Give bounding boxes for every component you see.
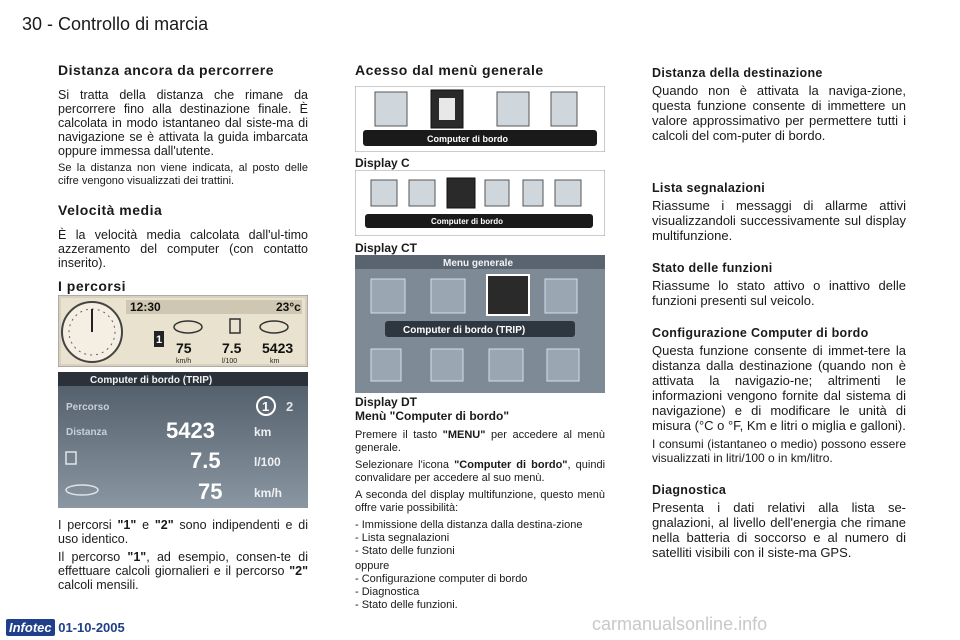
display-dashboard-image <box>58 295 308 367</box>
list-item: - Configurazione computer di bordo <box>355 573 528 585</box>
display-trip-mark: 1 <box>156 334 163 346</box>
display-dt-image <box>355 255 605 393</box>
text-computer-config: Questa funzione consente di immet-tere la distanza dalla destinazione (quando non è attivata la navigazio-ne; altrimenti le informazioni vengono fornite dal sistema di navigazione) e di modificare le unità di misura (°C o °F, Km e litri o miglia e galloni). <box>652 343 906 433</box>
footer-date: 01-10-2005 <box>58 620 125 635</box>
access-instruction-3: A seconda del display multifunzione, questo menù offre varie possibilità: <box>355 489 605 514</box>
trip-computer-icon-ct <box>447 178 475 208</box>
trip-display-title: Computer di bordo (TRIP) <box>90 375 213 386</box>
footer <box>6 619 125 636</box>
list-oppure: oppure <box>355 560 390 572</box>
navigation-icon-dt <box>371 279 405 313</box>
list-icon-dt <box>545 279 577 313</box>
navigation-icon <box>371 180 397 206</box>
display-time: 12:30 <box>130 300 161 314</box>
trip-row-label-percorso: Percorso <box>66 402 110 413</box>
phone-icon-ct <box>523 180 543 206</box>
dt-menu-title: Menu generale <box>443 258 514 269</box>
settings-icon-ct <box>555 180 581 206</box>
trip-consumption-value: 7.5 <box>190 448 221 473</box>
list-item: - Stato delle funzioni. <box>355 599 458 611</box>
trip-distance-value: 5423 <box>166 418 215 443</box>
display-temperature: 23°c <box>276 300 301 314</box>
phone-icon-dt <box>371 349 401 381</box>
display-ct-image <box>355 170 605 236</box>
phone-icon <box>551 92 577 126</box>
title-alert-list: Lista segnalazioni <box>652 181 766 195</box>
trip-option-2: 2 <box>286 399 294 414</box>
trip-computer-icon-dt <box>487 275 529 315</box>
list-item: - Diagnostica <box>355 586 420 598</box>
access-instruction-1: Premere il tasto "MENU" per accedere al menù generale. <box>355 429 605 454</box>
remaining-distance-text: Si tratta della distanza che rimane da percorrere fino alla destinazione finale. È calcolata in modo istantaneo dal siste-ma di navigazione se è attivata la guida imbarcata oppure immessa dall'utente. <box>58 88 308 158</box>
title-function-status: Stato delle funzioni <box>652 261 773 275</box>
section-title-remaining-distance: Distanza ancora da percorrere <box>58 62 275 78</box>
column-left <box>58 62 308 304</box>
access-instruction-2: Selezionare l'icona "Computer di bordo", quindi convalidare per accedere al suo menù. <box>355 459 606 484</box>
audio-icon <box>375 92 407 126</box>
text-diagnostics: Presenta i dati relativi alla lista se-gnalazioni, al livello dell'energia che rimane nella batteria di soccorso e al numero di satelliti visibili con il siste-ma GPS. <box>652 500 906 560</box>
trip-selected-1: 1 <box>262 399 270 414</box>
trip-distance-unit: km <box>254 425 272 439</box>
video-icon-dt <box>547 349 579 381</box>
section-title-average-speed: Velocità media <box>58 202 163 218</box>
section-title-trips: I percorsi <box>58 278 127 294</box>
trip-speed-value: 75 <box>198 479 223 504</box>
list-item: - Lista segnalazioni <box>355 532 450 544</box>
display-ct-bar-label: Computer di bordo <box>431 217 503 226</box>
title-computer-config: Configurazione Computer di bordo <box>652 326 869 340</box>
display-distance: 5423 <box>262 340 294 356</box>
caption-display-ct: Display CT <box>355 241 418 255</box>
text-function-status: Riassume lo stato attivo o inattivo delle funzioni presenti sul veicolo. <box>652 278 906 308</box>
remaining-distance-note: Se la distanza non viene indicata, al posto delle cifre vengono visualizzati dei trattini. <box>58 162 308 187</box>
watermark: carmanualsonline.info <box>592 614 768 634</box>
dt-captions-and-text <box>355 395 605 612</box>
display-consumption: 7.5 <box>222 340 242 356</box>
section-title-access: Acesso dal menù generale <box>355 62 544 78</box>
page-number: 30 <box>22 14 43 34</box>
average-speed-text: È la velocità media calcolata dall'ul-timo azzeramento del computer (con contatto inserito). <box>58 228 308 270</box>
trips-description <box>58 518 308 596</box>
display-c-bar-label: Computer di bordo <box>427 134 508 144</box>
trips-text-1: I percorsi "1" e "2" sono indipendenti e di uso identico. <box>58 518 308 546</box>
map-icon-dt <box>489 349 523 381</box>
title-diagnostics: Diagnostica <box>652 483 727 497</box>
display-unit-distance: km <box>270 358 280 365</box>
dt-selected-label: Computer di bordo (TRIP) <box>403 325 526 336</box>
text-destination-distance: Quando non è attivata la naviga-zione, questa funzione consente di immettere un valore approssimativo per permettere tutti i calcoli del com-puter di bordo. <box>652 83 906 143</box>
display-unit-consumption: l/100 <box>222 358 238 365</box>
settings-icon <box>497 92 529 126</box>
display-unit-speed: km/h <box>176 358 192 365</box>
display-speed: 75 <box>176 340 192 356</box>
list-icon <box>485 180 509 206</box>
caption-menu-computer: Menù "Computer di bordo" <box>355 409 510 423</box>
text-consumption-units: I consumi (istantaneo o medio) possono essere visualizzati in litri/100 o in km/litro. <box>652 437 906 465</box>
trip-consumption-unit: l/100 <box>254 455 281 469</box>
page-title: Controllo di marcia <box>58 14 209 34</box>
settings-icon-dt <box>431 349 463 381</box>
list-item: - Immissione della distanza dalla destina-zione <box>355 519 583 531</box>
trip-display-image <box>58 372 308 508</box>
list-item: - Stato delle funzioni <box>355 545 455 557</box>
infotec-logo: Infotec <box>6 619 55 636</box>
audio-icon-ct <box>409 180 435 206</box>
header-separator: - <box>42 14 59 34</box>
audio-icon-dt <box>431 279 465 313</box>
caption-display-c: Display C <box>355 156 410 170</box>
column-right <box>652 66 906 564</box>
title-destination-distance: Distanza della destinazione <box>652 66 823 80</box>
text-alert-list: Riassume i messaggi di allarme attivi visualizzandoli successivamente sul display multifunzione. <box>652 198 906 243</box>
page-header <box>22 14 208 35</box>
trip-speed-unit: km/h <box>254 486 283 500</box>
trip-row-label-distanza: Distanza <box>66 427 108 438</box>
trips-text-2: Il percorso "1", ad esempio, consen-te di effettuare calcoli giornalieri e il percorso "2" calcoli mensili. <box>58 550 308 592</box>
display-c-image <box>355 86 605 152</box>
column-middle <box>355 62 605 88</box>
caption-display-dt: Display DT <box>355 395 418 409</box>
